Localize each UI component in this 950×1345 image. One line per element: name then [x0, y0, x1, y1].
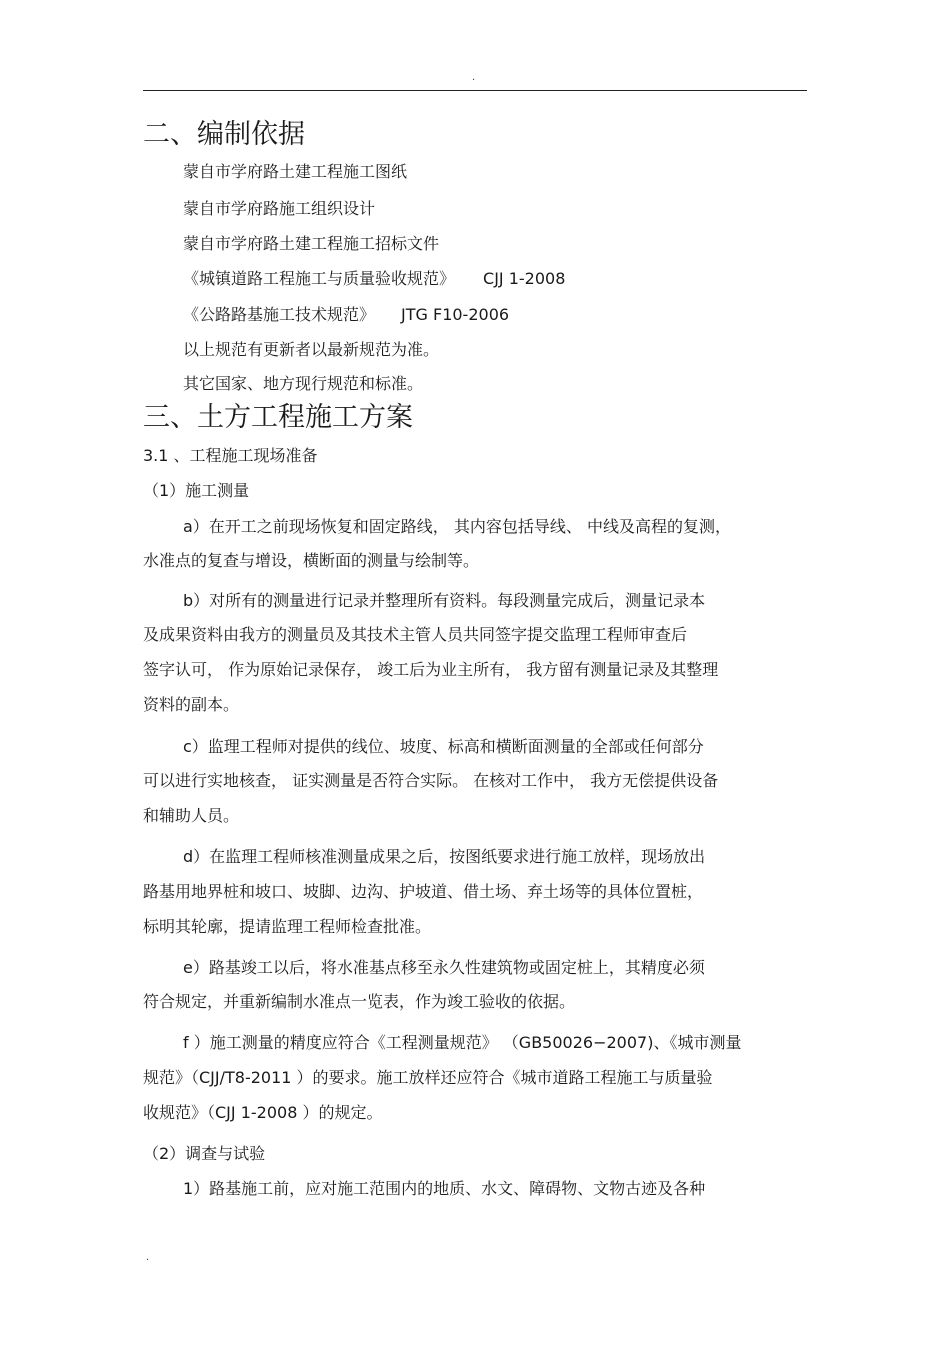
header-rule [143, 90, 807, 91]
body-line: 标明其轮廓，提请监理工程师检查批准。 [143, 917, 432, 936]
body-line: 1）路基施工前，应对施工范围内的地质、水文、障碍物、文物古迹及各种 [183, 1179, 706, 1198]
basis-item: 蒙自市学府路土建工程施工招标文件 [183, 234, 440, 253]
standard-reference [183, 304, 509, 326]
body-line: 收规范》（CJJ 1-2008 ）的规定。 [143, 1103, 383, 1122]
body-line: 和辅助人员。 [143, 806, 240, 825]
body-line: 签字认可， 作为原始记录保存， 竣工后为业主所有， 我方留有测量记录及其整理 [143, 660, 719, 679]
body-line: d）在监理工程师核准测量成果之后，按图纸要求进行施工放样，现场放出 [183, 847, 706, 866]
section-3-title: 三、土方工程施工方案 [143, 402, 413, 433]
standard-name: 《城镇道路工程施工与质量验收规范》 [183, 269, 456, 288]
basis-note: 其它国家、地方现行规范和标准。 [183, 374, 424, 393]
body-line: c）监理工程师对提供的线位、坡度、标高和横断面测量的全部或任何部分 [183, 737, 704, 756]
body-line: 符合规定，并重新编制水准点一览表，作为竣工验收的依据。 [143, 992, 576, 1011]
header-mark: . [472, 72, 476, 83]
standard-code: CJJ 1-2008 [483, 269, 566, 288]
body-line: f ）施工测量的精度应符合《工程测量规范》 （GB50026−2007)、《城市测量 [183, 1033, 742, 1052]
basis-note: 以上规范有更新者以最新规范为准。 [183, 340, 440, 359]
body-line: b）对所有的测量进行记录并整理所有资料。每段测量完成后，测量记录本 [183, 591, 706, 610]
section-2-title: 二、编制依据 [143, 119, 305, 150]
standard-code: JTG F10-2006 [401, 305, 510, 324]
body-line: 水准点的复查与增设，横断面的测量与绘制等。 [143, 551, 480, 570]
subsection-heading: 3.1 、工程施工现场准备 [143, 446, 318, 465]
body-line: e）路基竣工以后，将水准基点移至永久性建筑物或固定桩上，其精度必须 [183, 958, 705, 977]
body-line: 及成果资料由我方的测量员及其技术主管人员共同签字提交监理工程师审查后 [143, 625, 688, 644]
body-line: 路基用地界桩和坡口、坡脚、边沟、护坡道、借土场、弃土场等的具体位置桩， [143, 882, 704, 901]
standard-name: 《公路路基施工技术规范》 [183, 305, 376, 324]
body-line: 资料的副本。 [143, 695, 240, 714]
body-line: a）在开工之前现场恢复和固定路线， 其内容包括导线、 中线及高程的复测， [183, 517, 731, 536]
footer-mark: . [146, 1252, 150, 1263]
standard-reference [183, 268, 565, 290]
basis-item: 蒙自市学府路施工组织设计 [183, 199, 376, 218]
basis-item: 蒙自市学府路土建工程施工图纸 [183, 162, 408, 181]
item-heading: （1）施工测量 [143, 481, 250, 500]
body-line: 规范》（CJJ/T8-2011 ）的要求。施工放样还应符合《城市道路工程施工与质量验 [143, 1068, 713, 1087]
body-line: 可以进行实地核查， 证实测量是否符合实际。 在核对工作中， 我方无偿提供设备 [143, 771, 719, 790]
item-heading: （2）调查与试验 [143, 1144, 266, 1163]
